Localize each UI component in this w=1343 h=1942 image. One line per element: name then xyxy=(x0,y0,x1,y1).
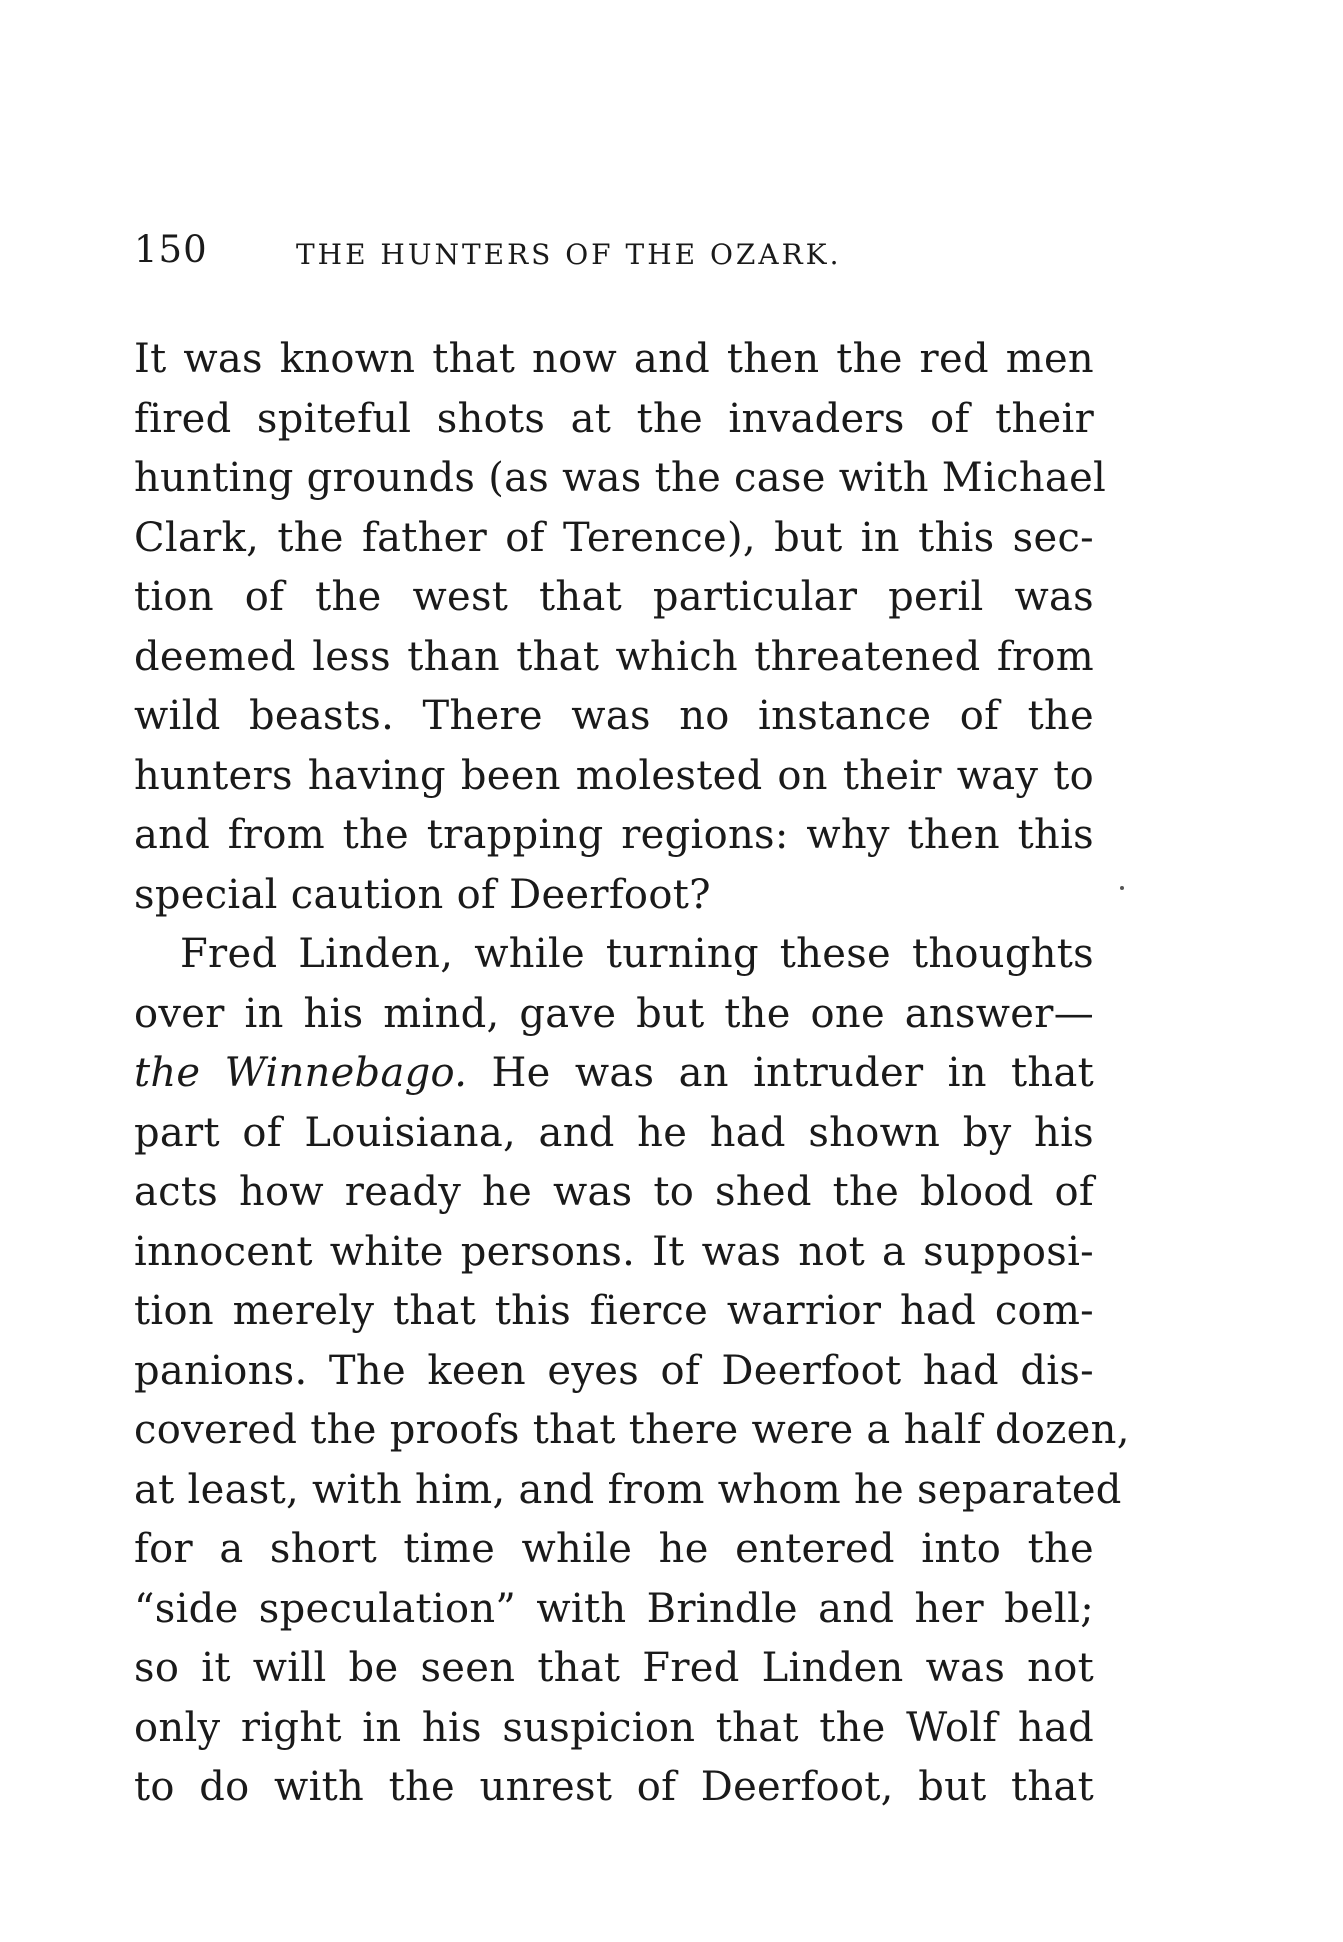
text-line: Clark, the father of Terence), but in this sec- xyxy=(134,514,1094,561)
running-head: THE HUNTERS OF THE OZARK. xyxy=(296,238,842,271)
text-line: wild beasts. There was no instance of the xyxy=(134,693,1094,739)
text-line: deemed less than that which threatened from xyxy=(134,633,1094,680)
text-line: covered the proofs that there were a half dozen, xyxy=(134,1407,1130,1453)
text-line-mixed xyxy=(134,1044,1094,1104)
text-line: over in his mind, gave but the one answer— xyxy=(134,990,1094,1037)
body-text xyxy=(134,330,1130,1818)
text-line: tion of the west that particular peril was xyxy=(134,574,1094,620)
italic-phrase: the Winnebago. xyxy=(134,1050,468,1096)
text-line: at least, with him, and from whom he separated xyxy=(134,1466,1122,1513)
text-line: and from the trapping regions: why then this xyxy=(134,812,1094,858)
text-line: innocent white persons. It was not a supposi- xyxy=(134,1228,1094,1275)
text-line: so it will be seen that Fred Linden was not xyxy=(134,1645,1094,1691)
text-line: only right in his suspicion that the Wolf had xyxy=(134,1704,1094,1751)
text-line: It was known that now and then the red men xyxy=(134,336,1094,382)
text-line: for a short time while he entered into the xyxy=(134,1526,1094,1572)
text-span: He was an intruder in that xyxy=(467,1050,1095,1096)
page-header xyxy=(134,228,1094,288)
text-line: “side speculation” with Brindle and her bell; xyxy=(134,1585,1094,1632)
text-line: fired spiteful shots at the invaders of their xyxy=(134,395,1094,442)
text-line: tion merely that this fierce warrior had com- xyxy=(134,1288,1094,1334)
text-line: acts how ready he was to shed the blood of xyxy=(134,1169,1094,1215)
text-line: special caution of Deerfoot? xyxy=(134,871,711,918)
text-line: part of Louisiana, and he had shown by his xyxy=(134,1109,1094,1156)
text-line: hunting grounds (as was the case with Michael xyxy=(134,455,1107,501)
ink-speck xyxy=(1120,886,1124,890)
text-line: hunters having been molested on their way to xyxy=(134,752,1094,799)
text-line: panions. The keen eyes of Deerfoot had dis- xyxy=(134,1347,1094,1394)
page-number: 150 xyxy=(134,228,208,271)
text-line: to do with the unrest of Deerfoot, but that xyxy=(134,1764,1094,1810)
text-line: Fred Linden, while turning these thoughts xyxy=(180,931,1094,977)
